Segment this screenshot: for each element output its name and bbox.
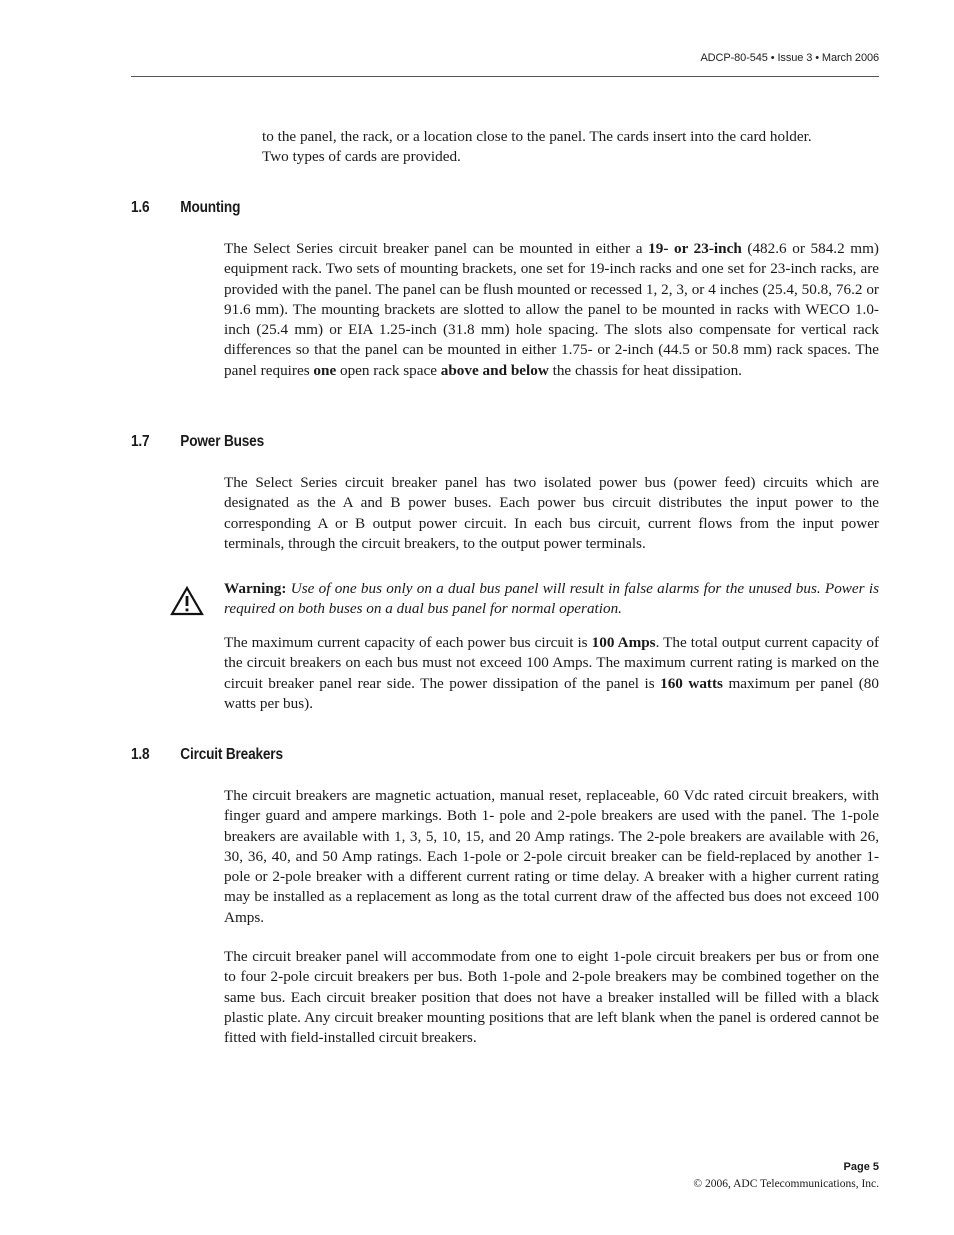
text-run: The maximum current capacity of each power bus circuit is <box>224 634 592 651</box>
bold-run: 19- or 23-inch <box>648 240 742 257</box>
page-header <box>131 0 879 77</box>
bold-run: 160 watts <box>660 674 723 692</box>
bold-run: one <box>313 361 337 379</box>
section-number: 1.6 <box>131 199 150 216</box>
section-number: 1.7 <box>131 433 150 450</box>
page-number: Page 5 <box>843 1161 879 1173</box>
power-capacity-paragraph <box>224 633 879 714</box>
text-run: The Select Series circuit breaker panel can be mounted in either a <box>224 240 649 257</box>
text-run: the chassis for heat dissipation. <box>548 361 742 379</box>
warning-note <box>224 579 879 620</box>
bold-run: above and below <box>440 361 549 379</box>
section-title: Circuit Breakers <box>180 746 283 763</box>
section-title: Power Buses <box>180 433 265 450</box>
mounting-paragraph <box>224 239 879 381</box>
document-reference: ADCP-80-545 • Issue 3 • March 2006 <box>700 52 879 64</box>
copyright-notice: © 2006, ADC Telecommunications, Inc. <box>693 1178 879 1190</box>
bold-run: 100 Amps <box>591 634 656 651</box>
section-number: 1.8 <box>131 746 150 763</box>
warning-text: Use of one bus only on a dual bus panel will result in false alarms for the unused bus. Power is required on both buses on a dual bus panel for normal operation. <box>224 580 879 618</box>
text-run: . The total output current capacity of the circuit breakers on each bus must not exceed 100 Amps. The maximum current rating is marked on the circuit breaker panel rear side. The power dissipation of the panel is <box>224 634 880 692</box>
section-heading-mounting <box>131 199 240 217</box>
circuit-breakers-paragraph-1: The circuit breakers are magnetic actuation, manual reset, replaceable, 60 Vdc rated circuit breakers, with finger guard and ampere markings. Both 1- pole and 2-pole breakers are used with the panel. The 1-pole breakers are available with 1, 3, 5, 10, 15, and 20 Amp ratings. The 2-pole breakers are available with 26, 30, 36, 40, and 50 Amp ratings. Each 1-pole or 2-pole circuit breaker can be field-replaced by another 1-pole or 2-pole breaker with a different current rating or time delay. A breaker with a higher current rating may be installed as a replacement as long as the total current draw of the affected bus does not exceed 100 Amps. <box>224 787 879 926</box>
text-run: maximum per panel (80 watts per bus). <box>224 674 879 712</box>
text-run: (482.6 or 584.2 mm) equipment rack. Two sets of mounting brackets, one set for 19-inch racks and one set for 23-inch racks, are provided with the panel. The panel can be flush mounted or recessed 1, 2, 3, or 4 inches (25.4, 50.8, 76.2 or 91.6 mm). The mounting brackets are slotted to allow the panel to be mounted in racks with WECO 1.0-inch (25.4 mm) or EIA 1.25-inch (31.8 mm) hole spacing. The slots also compensate for vertical rack differences so that the panel can be mounted in either 1.75- or 2-inch (44.5 or 50.8 mm) rack spaces. The panel requires <box>224 240 879 379</box>
intro-continued-paragraph <box>262 127 879 168</box>
intro-line-1: to the panel, the rack, or a location close to the panel. The cards insert into the card holder. <box>262 128 812 145</box>
circuit-breakers-paragraph-2: The circuit breaker panel will accommodate from one to eight 1-pole circuit breakers per bus or from one to four 2-pole circuit breakers per bus. Both 1-pole and 2-pole breakers may be combined together on the same bus. Each circuit breaker position that does not have a breaker installed will be filled with a black plastic plate. Any circuit breaker mounting positions that are left blank when the panel is ordered cannot be fitted with field-installed circuit breakers. <box>224 948 879 1047</box>
power-buses-paragraph: The Select Series circuit breaker panel has two isolated power bus (power feed) circuits which are designated as the A and B power buses. Each power bus circuit distributes the input power to the corresponding A or B output power circuit. In each bus circuit, current flows from the input power terminals, through the circuit breakers, to the output power terminals. <box>224 474 879 552</box>
intro-line-2: Two types of cards are provided. <box>262 148 461 166</box>
section-title: Mounting <box>180 199 241 216</box>
warning-label: Warning: <box>224 580 287 597</box>
section-heading-power-buses <box>131 433 264 451</box>
section-heading-circuit-breakers <box>131 746 283 764</box>
warning-triangle-icon <box>170 586 204 616</box>
text-run: open rack space <box>336 361 441 379</box>
